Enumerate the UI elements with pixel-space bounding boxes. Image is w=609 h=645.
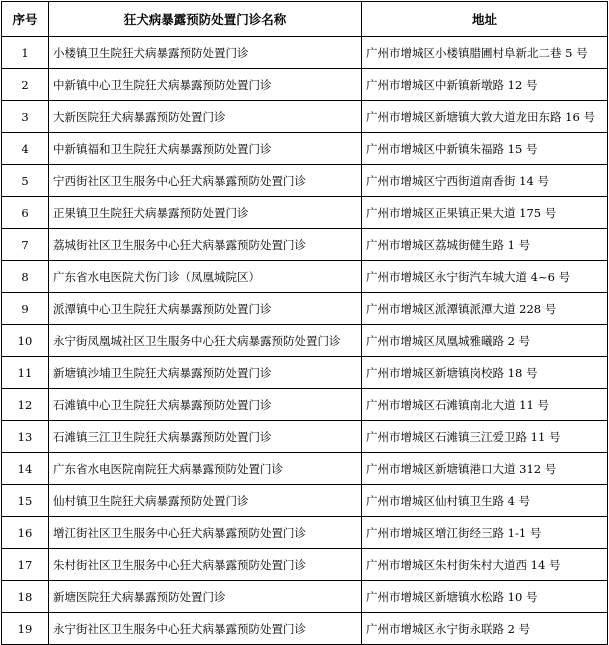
table-row	[2, 197, 608, 229]
row-index: 15	[2, 485, 49, 517]
header-index: 序号	[2, 2, 49, 37]
header-address: 地址	[362, 2, 608, 37]
row-index: 16	[2, 517, 49, 549]
clinic-address: 广州市增城区中新镇朱福路 15 号	[362, 133, 608, 165]
table-row	[2, 485, 608, 517]
row-index: 5	[2, 165, 49, 197]
table-row	[2, 101, 608, 133]
clinic-address: 广州市增城区新塘镇大敦大道龙田东路 16 号	[362, 101, 608, 133]
clinic-name: 石滩镇三江卫生院狂犬病暴露预防处置门诊	[49, 421, 362, 453]
clinic-address: 广州市增城区永宁街汽车城大道 4~6 号	[362, 261, 608, 293]
clinic-name: 朱村街社区卫生服务中心狂犬病暴露预防处置门诊	[49, 549, 362, 581]
row-index: 17	[2, 549, 49, 581]
clinic-name: 正果镇卫生院狂犬病暴露预防处置门诊	[49, 197, 362, 229]
row-index: 13	[2, 421, 49, 453]
clinic-address: 广州市增城区新塘镇港口大道 312 号	[362, 453, 608, 485]
clinic-address: 广州市增城区朱村街朱村大道西 14 号	[362, 549, 608, 581]
table-row	[2, 165, 608, 197]
table-row	[2, 389, 608, 421]
clinic-address: 广州市增城区小楼镇腊圃村阜新北二巷 5 号	[362, 37, 608, 69]
clinic-address: 广州市增城区增江街经三路 1-1 号	[362, 517, 608, 549]
row-index: 12	[2, 389, 49, 421]
clinic-name: 仙村镇卫生院狂犬病暴露预防处置门诊	[49, 485, 362, 517]
clinic-address: 广州市增城区宁西街道南香街 14 号	[362, 165, 608, 197]
clinic-address: 广州市增城区派潭镇派潭大道 228 号	[362, 293, 608, 325]
clinic-name: 新塘医院狂犬病暴露预防处置门诊	[49, 581, 362, 613]
clinic-address: 广州市增城区新塘镇岗校路 18 号	[362, 357, 608, 389]
table-row	[2, 581, 608, 613]
header-row	[2, 2, 608, 37]
clinic-name: 宁西街社区卫生服务中心狂犬病暴露预防处置门诊	[49, 165, 362, 197]
clinic-address: 广州市增城区永宁街永联路 2 号	[362, 613, 608, 645]
clinic-name: 永宁街凤凰城社区卫生服务中心狂犬病暴露预防处置门诊	[49, 325, 362, 357]
table-row	[2, 613, 608, 645]
clinic-address: 广州市增城区凤凰城雅曦路 2 号	[362, 325, 608, 357]
clinic-name: 广东省水电医院犬伤门诊（凤凰城院区）	[49, 261, 362, 293]
table-row	[2, 229, 608, 261]
row-index: 8	[2, 261, 49, 293]
clinic-name: 中新镇中心卫生院狂犬病暴露预防处置门诊	[49, 69, 362, 101]
table-row	[2, 325, 608, 357]
table-row	[2, 549, 608, 581]
row-index: 11	[2, 357, 49, 389]
row-index: 6	[2, 197, 49, 229]
table-body	[2, 37, 608, 645]
row-index: 9	[2, 293, 49, 325]
row-index: 10	[2, 325, 49, 357]
clinic-table	[1, 1, 608, 645]
row-index: 1	[2, 37, 49, 69]
table-row	[2, 37, 608, 69]
clinic-name: 中新镇福和卫生院狂犬病暴露预防处置门诊	[49, 133, 362, 165]
row-index: 18	[2, 581, 49, 613]
row-index: 4	[2, 133, 49, 165]
clinic-name: 小楼镇卫生院狂犬病暴露预防处置门诊	[49, 37, 362, 69]
row-index: 2	[2, 69, 49, 101]
clinic-name: 增江街社区卫生服务中心狂犬病暴露预防处置门诊	[49, 517, 362, 549]
clinic-name: 大新医院狂犬病暴露预防处置门诊	[49, 101, 362, 133]
clinic-address: 广州市增城区新塘镇水松路 10 号	[362, 581, 608, 613]
header-name: 狂犬病暴露预防处置门诊名称	[49, 2, 362, 37]
row-index: 19	[2, 613, 49, 645]
table-header	[2, 2, 608, 37]
table-row	[2, 357, 608, 389]
table-row	[2, 293, 608, 325]
clinic-name: 派潭镇中心卫生院狂犬病暴露预防处置门诊	[49, 293, 362, 325]
clinic-address: 广州市增城区石滩镇三江爱卫路 11 号	[362, 421, 608, 453]
table-row	[2, 133, 608, 165]
clinic-name: 石滩镇中心卫生院狂犬病暴露预防处置门诊	[49, 389, 362, 421]
clinic-address: 广州市增城区中新镇新墩路 12 号	[362, 69, 608, 101]
clinic-name: 荔城街社区卫生服务中心狂犬病暴露预防处置门诊	[49, 229, 362, 261]
table-row	[2, 261, 608, 293]
row-index: 14	[2, 453, 49, 485]
clinic-name: 广东省水电医院南院狂犬病暴露预防处置门诊	[49, 453, 362, 485]
clinic-name: 永宁街社区卫生服务中心狂犬病暴露预防处置门诊	[49, 613, 362, 645]
table-row	[2, 453, 608, 485]
clinic-address: 广州市增城区荔城街健生路 1 号	[362, 229, 608, 261]
table-row	[2, 421, 608, 453]
clinic-name: 新塘镇沙埔卫生院狂犬病暴露预防处置门诊	[49, 357, 362, 389]
clinic-address: 广州市增城区石滩镇南北大道 11 号	[362, 389, 608, 421]
table-row	[2, 69, 608, 101]
row-index: 3	[2, 101, 49, 133]
clinic-address: 广州市增城区正果镇正果大道 175 号	[362, 197, 608, 229]
row-index: 7	[2, 229, 49, 261]
clinic-address: 广州市增城区仙村镇卫生路 4 号	[362, 485, 608, 517]
table-row	[2, 517, 608, 549]
